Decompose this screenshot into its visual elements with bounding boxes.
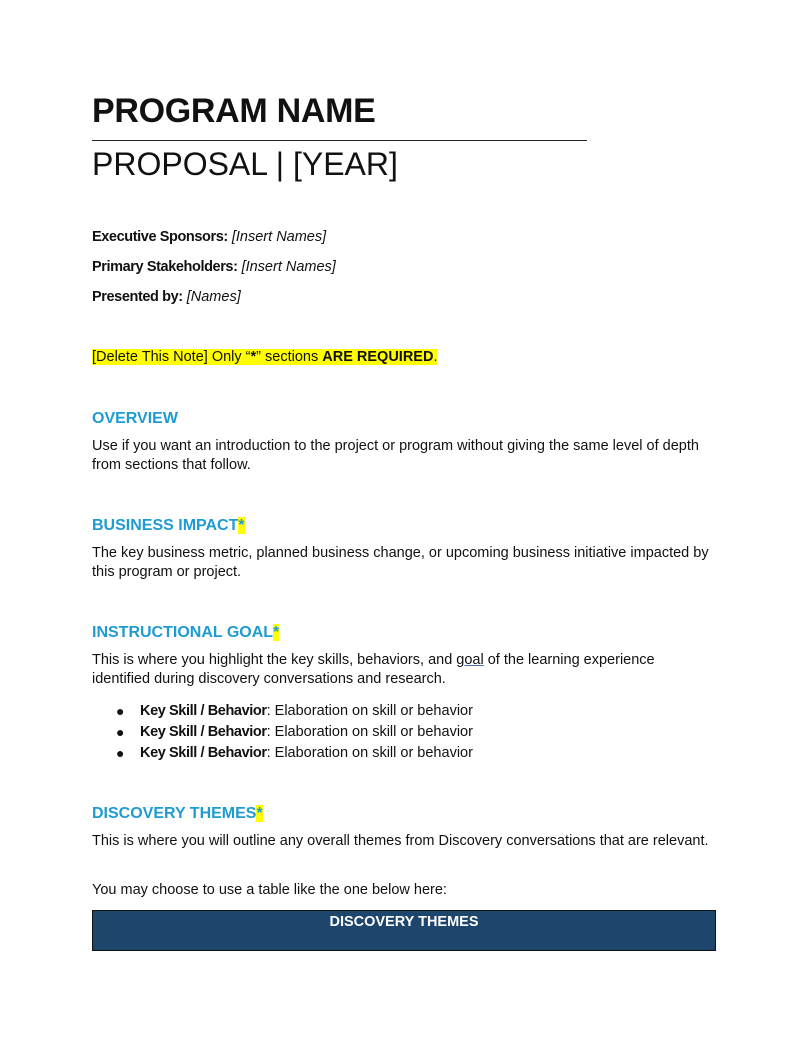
instructional-goal-text-after: of the learning experience identified during discovery conversations and research.: [92, 652, 655, 687]
primary-stakeholders-line: [92, 258, 336, 276]
overview-heading: OVERVIEW: [92, 410, 178, 427]
bullet-text: : Elaboration on skill or behavior: [266, 724, 473, 740]
business-impact-heading: [92, 516, 245, 536]
primary-stakeholders-label: Primary Stakeholders:: [92, 259, 238, 275]
key-skills-list: [92, 701, 473, 764]
note-required: ARE REQUIRED: [322, 349, 434, 365]
discovery-themes-table-header: DISCOVERY THEMES: [92, 910, 716, 951]
discovery-themes-text: This is where you will outline any overall themes from Discovery conversations that are relevant.: [92, 833, 709, 849]
instructional-goal-text: [92, 651, 716, 689]
note-star: *: [250, 349, 257, 365]
required-star: *: [273, 624, 280, 641]
bullet-label: Key Skill / Behavior: [140, 724, 267, 740]
note-middle: ” sections: [256, 349, 323, 365]
business-impact-title: BUSINESS IMPACT: [92, 517, 239, 534]
presented-by-value: [Names]: [186, 289, 241, 305]
document-subtitle: PROPOSAL | [YEAR]: [92, 146, 398, 182]
list-item: [92, 743, 473, 764]
overview-text: Use if you want an introduction to the project or program without giving the same level of depth from sections that follow.: [92, 438, 699, 473]
title-divider: [92, 140, 587, 141]
bullet-icon: ●: [116, 703, 125, 719]
bullet-text: : Elaboration on skill or behavior: [266, 703, 473, 719]
discovery-themes-title: DISCOVERY THEMES: [92, 805, 257, 822]
presented-by-label: Presented by:: [92, 289, 183, 305]
note-prefix: [Delete This Note] Only “: [92, 349, 251, 365]
bullet-text: : Elaboration on skill or behavior: [266, 745, 473, 761]
bullet-label: Key Skill / Behavior: [140, 745, 267, 761]
instructional-goal-text-before: This is where you highlight the key skills, behaviors, and: [92, 652, 457, 668]
discovery-themes-heading: [92, 804, 263, 824]
bullet-label: Key Skill / Behavior: [140, 703, 267, 719]
list-item: [92, 722, 473, 743]
goal-word: goal: [456, 652, 484, 668]
presented-by-line: [92, 288, 241, 306]
required-star: *: [256, 805, 263, 822]
delete-note: [92, 348, 437, 366]
required-star: *: [238, 517, 245, 534]
bullet-icon: ●: [116, 745, 125, 761]
business-impact-text: The key business metric, planned business change, or upcoming business initiative impacted by this program or project.: [92, 545, 709, 580]
executive-sponsors-label: Executive Sponsors:: [92, 229, 228, 245]
instructional-goal-heading: [92, 623, 279, 643]
list-item: [92, 701, 473, 722]
note-suffix: .: [433, 349, 438, 365]
bullet-icon: ●: [116, 724, 125, 740]
executive-sponsors-line: [92, 228, 326, 246]
document-title: PROGRAM NAME: [92, 92, 376, 130]
executive-sponsors-value: [Insert Names]: [231, 229, 327, 245]
instructional-goal-title: INSTRUCTIONAL GOAL: [92, 624, 274, 641]
discovery-themes-text-2: You may choose to use a table like the one below here:: [92, 882, 447, 898]
primary-stakeholders-value: [Insert Names]: [241, 259, 336, 275]
